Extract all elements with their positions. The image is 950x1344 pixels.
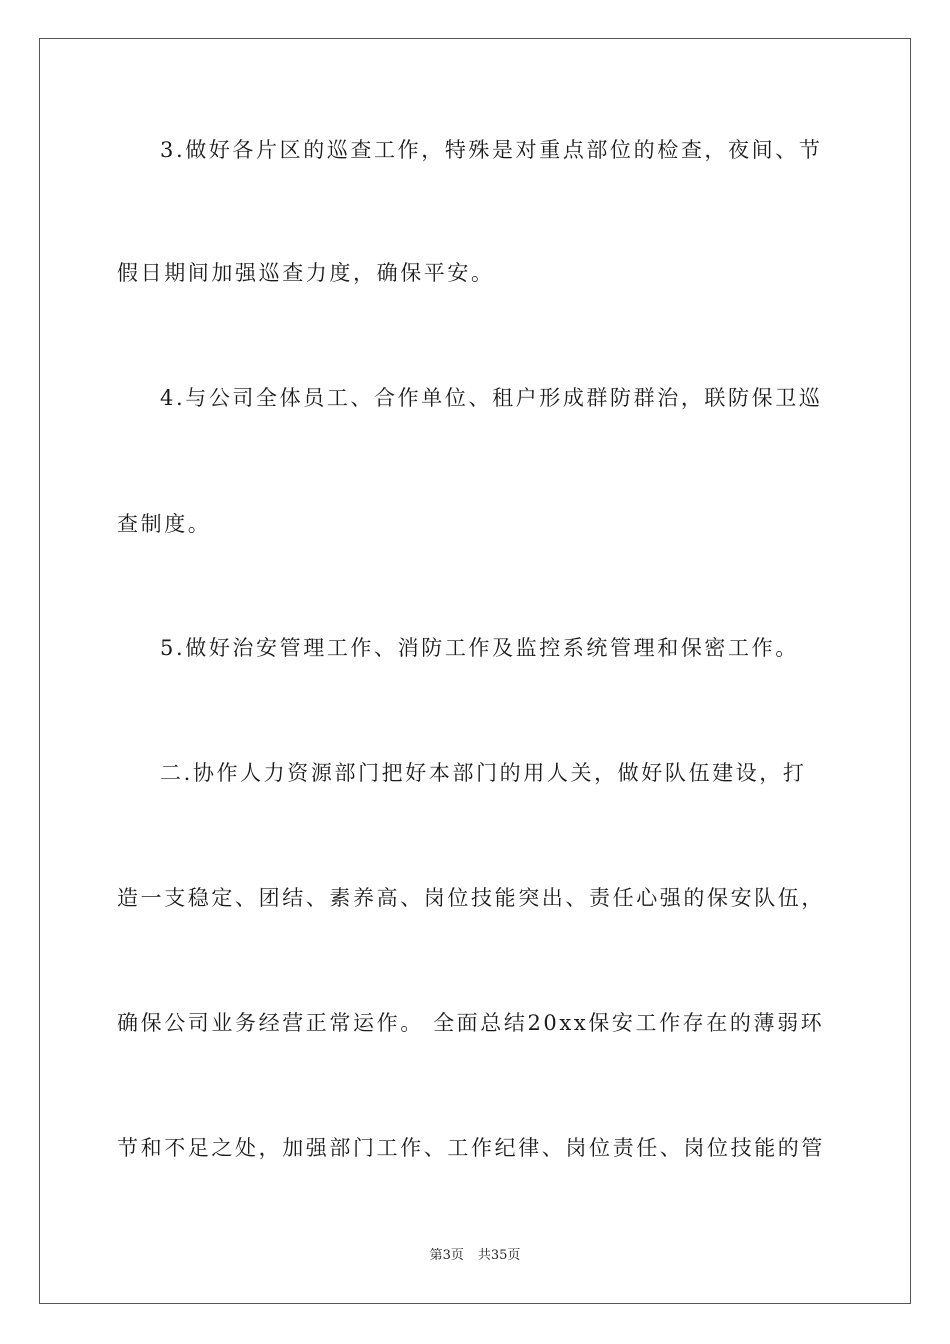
paragraph-line: 5.做好治安管理工作、消防工作及监控系统管理和保密工作。	[160, 636, 799, 660]
paragraph-line: 二.协作人力资源部门把好本部门的用人关，做好队伍建设，打	[160, 761, 807, 785]
paragraph-line: 假日期间加强巡查力度，确保平安。	[117, 261, 495, 285]
paragraph-line: 3.做好各片区的巡查工作，特殊是对重点部位的检查，夜间、节	[160, 138, 823, 162]
paragraph-line: 确保公司业务经营正常运作。 全面总结20xx保安工作存在的薄弱环	[117, 1011, 825, 1035]
paragraph-line: 4.与公司全体员工、合作单位、租户形成群防群治，联防保卫巡	[160, 386, 823, 410]
paragraph-line: 造一支稳定、团结、素养高、岗位技能突出、责任心强的保安队伍，	[117, 886, 825, 910]
paragraph-line: 查制度。	[117, 512, 212, 536]
page-number: 第3页	[429, 1248, 464, 1263]
paragraph-line: 节和不足之处，加强部门工作、工作纪律、岗位责任、岗位技能的管	[117, 1136, 825, 1160]
page-footer	[0, 1247, 950, 1265]
page-border	[39, 38, 911, 1304]
page-total: 共35页	[477, 1248, 521, 1263]
